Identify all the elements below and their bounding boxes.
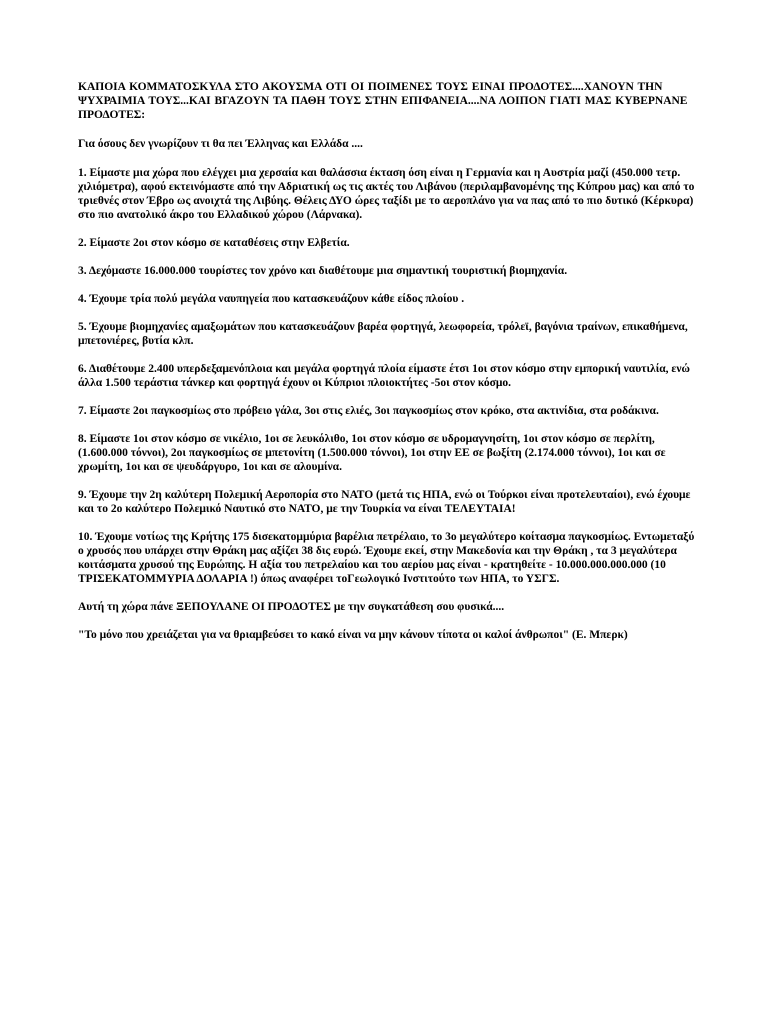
intro-paragraph: Για όσους δεν γνωρίζουν τι θα πει Έλληνας και Ελλάδα .... [78,138,363,150]
point-4: 4. Έχουμε τρία πολύ μεγάλα ναυπηγεία που κατασκευάζουν κάθε είδος πλοίου . [78,293,465,305]
document-heading: ΚΑΠΟΙΑ ΚΟΜΜΑΤΟΣΚΥΛΑ ΣΤΟ ΑΚΟΥΣΜΑ ΟΤΙ ΟΙ ΠΟΙΜΕΝΕΣ ΤΟΥΣ ΕΙΝΑΙ ΠΡΟΔΟΤΕΣ....ΧΑΝΟΥΝ ΤΗΝ ΨΥΧΡΑΙΜΙΑ ΤΟΥΣ...ΚΑΙ ΒΓΑΖΟΥΝ ΤΑ ΠΑΘΗ ΤΟΥΣ ΣΤΗΝ ΕΠΙΦΑΝΕΙΑ....ΝΑ ΛΟΙΠΟΝ ΓΙΑΤΙ ΜΑΣ ΚΥΒΕΡΝΑΝΕ ΠΡΟΔΟΤΕΣ: [78,81,688,121]
point-7: 7. Είμαστε 2οι παγκοσμίως στο πρόβειο γάλα, 3οι στις ελιές, 3οι παγκοσμίως στον κρόκο, στα ακτινίδια, στα ροδάκινα. [78,405,659,417]
point-2: 2. Είμαστε 2οι στον κόσμο σε καταθέσεις στην Ελβετία. [78,237,350,249]
quote-paragraph: "Το μόνο που χρειάζεται για να θριαμβεύσει το κακό είναι να μην κάνουν τίποτα οι καλοί άνθρωποι" (Ε. Μπερκ) [78,629,628,641]
point-10: 10. Έχουμε νοτίως της Κρήτης 175 δισεκατομμύρια βαρέλια πετρέλαιο, το 3ο μεγαλύτερο κοίτασμα παγκοσμίως. Εντωμεταξύ ο χρυσός που υπάρχει στην Θράκη μας αξίζει 38 δις ευρώ. Έχουμε εκεί, στην Μακεδονία και την Θράκη , τα 3 μεγαλύτερα κοιτάσματα χρυσού της Ευρώπης. Η αξία του πετρελαίου και του αερίου μας είναι - κρατηθείτε - 10.000.000.000.000 (10 ΤΡΙΣΕΚΑΤΟΜΜΥΡΙΑ ΔΟΛΑΡΙΑ !) όπως αναφέρει τοΓεωλογικό Ινστιτούτο των ΗΠΑ, το ΥΣΓΣ. [78,531,695,585]
closing-paragraph: Αυτή τη χώρα πάνε ΞΕΠΟΥΛΑΝΕ ΟΙ ΠΡΟΔΟΤΕΣ με την συγκατάθεση σου φυσικά.... [78,601,505,613]
point-9: 9. Έχουμε την 2η καλύτερη Πολεμική Αεροπορία στο ΝΑΤΟ (μετά τις ΗΠΑ, ενώ οι Τούρκοι είναι προτελευταίοι), ενώ έχουμε και το 2ο καλύτερο Πολεμικό Ναυτικό στο ΝΑΤΟ, με την Τουρκία να είναι ΤΕΛΕΥΤΑΙΑ! [78,489,691,515]
point-5: 5. Έχουμε βιομηχανίες αμαξωμάτων που κατασκευάζουν βαρέα φορτηγά, λεωφορεία, τρόλεϊ, βαγόνια τραίνων, επικαθήμενα, μπετονιέρες, βυτία κλπ. [78,321,688,347]
point-6: 6. Διαθέτουμε 2.400 υπερδεξαμενόπλοια και μεγάλα φορτηγά πλοία είμαστε έτσι 1οι στον κόσμο στην εμπορική ναυτιλία, ενώ άλλα 1.500 τεράστια τάνκερ και φορτηγά έχουν οι Κύπριοι πλοιοκτήτες -5οι στον κόσμο. [78,363,690,389]
point-3: 3. Δεχόμαστε 16.000.000 τουρίστες τον χρόνο και διαθέτουμε μια σημαντική τουριστική βιομηχανία. [78,265,568,277]
point-8: 8. Είμαστε 1οι στον κόσμο σε νικέλιο, 1οι σε λευκόλιθο, 1οι στον κόσμο σε υδρομαγνησίτη, 1οι στον κόσμο σε περλίτη, (1.600.000 τόννοι), 2οι παγκοσμίως σε μπετονίτη (1.500.000 τόννοι), 1οι στην ΕΕ σε βωξίτη (2.174.000 τόννοι), 1οι και σε χρωμίτη, 1οι και σε ψευδάργυρο, 1οι και σε αλουμίνα. [78,433,666,473]
document-body [78,80,698,642]
point-1: 1. Είμαστε μια χώρα που ελέγχει μια χερσαία και θαλάσσια έκταση όση είναι η Γερμανία και η Αυστρία μαζί (450.000 τετρ. χιλιόμετρα), αφού εκτεινόμαστε από την Αδριατική ως τις ακτές του Λιβάνου (περιλαμβανομένης της Κύπρου μας) και από το τριεθνές στον Έβρο ως ανοιχτά της Λιβύης. Θέλεις ΔΥΟ ώρες ταξίδι με το αεροπλάνο για να πας από το πιο δυτικό (Κέρκυρα) στο πιο ανατολικό άκρο του Ελλαδικού χώρου (Λάρνακα). [78,167,695,221]
